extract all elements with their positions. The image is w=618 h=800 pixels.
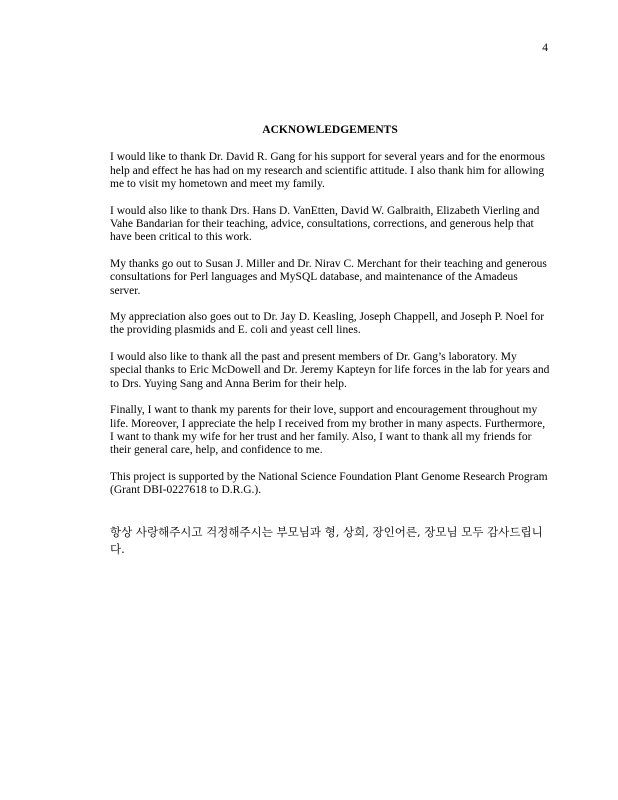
paragraph-funding: This project is supported by the National Science Foundation Plant Genome Research Program (Grant DBI-0227618 to D.R.G.).	[110, 470, 548, 497]
acknowledgements-section	[110, 124, 550, 569]
paragraph-committee: I would also like to thank Drs. Hans D. VanEtten, David W. Galbraith, Elizabeth Vierling and Vahe Bandarian for their teaching, advice, consultations, corrections, and generous help that have been critical to this work.	[110, 204, 540, 244]
paragraph-materials: My appreciation also goes out to Dr. Jay D. Keasling, Joseph Chappell, and Joseph P. Noel for the providing plasmids and E. coli and yeast cell lines.	[110, 311, 545, 337]
paragraph-advisor: I would like to thank Dr. David R. Gang for his support for several years and for the enormous help and effect he has had on my research and scientific attitude. I also thank him for allowing me to visit my hometown and meet my family.	[110, 151, 545, 191]
paragraph-korean: 항상 사랑해주시고 걱정해주시는 부모님과 형, 상희, 장인어른, 장모님 모두 감사드립니다.	[110, 524, 543, 556]
page-title: ACKNOWLEDGEMENTS	[262, 124, 398, 136]
paragraph-family: Finally, I want to thank my parents for their love, support and encouragement throughout my life. Moreover, I appreciate the help I received from my brother in many aspects. Furthermore, I want to thank my wife for her trust and her family. Also, I want to thank all my friends for their general care, help, and confidence to me.	[110, 404, 546, 457]
page-number: 4	[542, 42, 548, 54]
paragraph-lab-members: I would also like to thank all the past and present members of Dr. Gang’s laboratory. My special thanks to Eric McDowell and Dr. Jeremy Kapteyn for life forces in the lab for years and to Drs. Yuying Sang and Anna Berim for their help.	[110, 350, 550, 390]
paragraph-consultations: My thanks go out to Susan J. Miller and Dr. Nirav C. Merchant for their teaching and generous consultations for Perl languages and MySQL database, and maintenance of the Amadeus server.	[110, 257, 547, 297]
